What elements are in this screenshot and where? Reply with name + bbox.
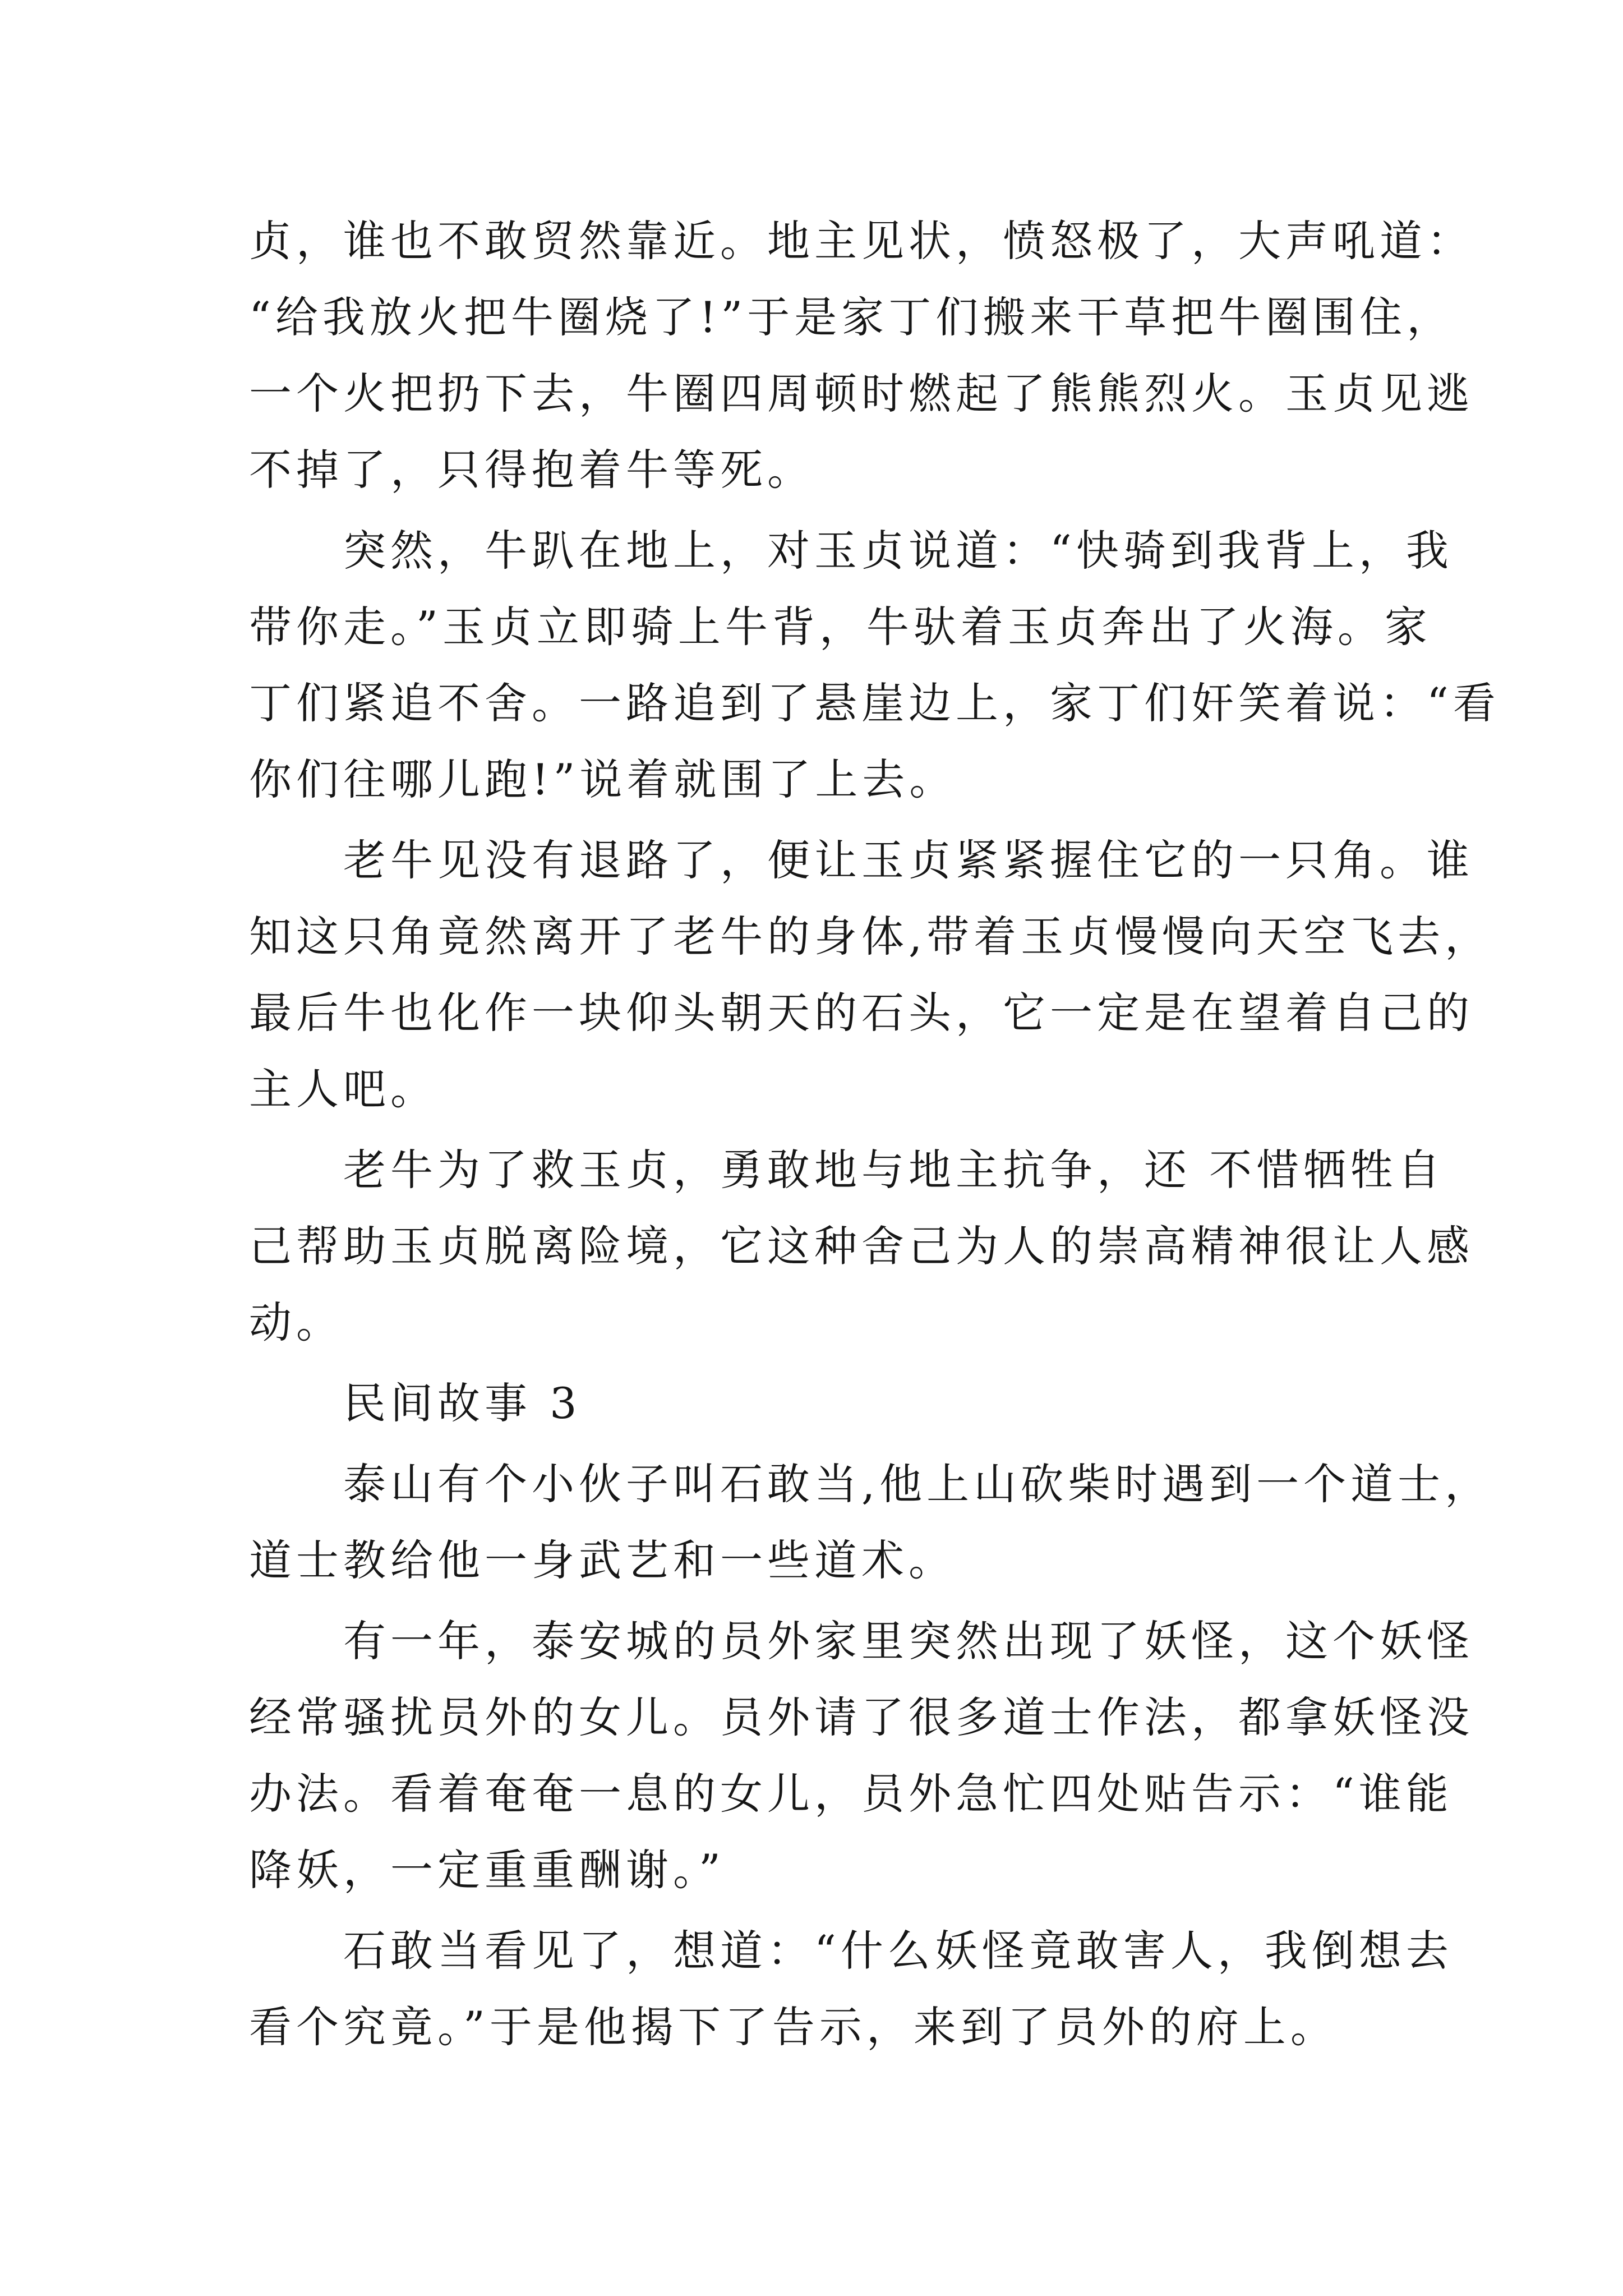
text-line: 突然，牛趴在地上，对玉贞说道：“快骑到我背上，我: [249, 526, 1453, 576]
paragraph: [249, 1603, 1474, 1908]
paragraph: [249, 822, 1492, 1128]
text-line: 办法。看着奄奄一息的女儿，员外急忙四处贴告示：“谁能: [249, 1769, 1453, 1819]
text-line: 降妖，一定重重酬谢。”: [249, 1845, 725, 1895]
section-heading: [249, 1365, 1376, 1442]
text-line: 知这只角竟然离开了老牛的身体,带着玉贞慢慢向天空飞去，: [249, 912, 1492, 961]
text-line: 带你走。”玉贞立即骑上牛背，牛驮着玉贞奔出了火海。家: [249, 602, 1432, 652]
text-line: 最后牛也化作一块仰头朝天的石头，它一定是在望着自己的: [249, 988, 1474, 1038]
text-line: 石敢当看见了，想道：“什么妖怪竟敢害人，我倒想去: [249, 1926, 1453, 1976]
paragraph: [249, 1446, 1492, 1599]
text-line: 丁们紧追不舍。一路追到了悬崖边上，家丁们奸笑着说：“看: [249, 678, 1500, 728]
text-line: 老牛见没有退路了，便让玉贞紧紧握住它的一只角。谁: [249, 835, 1474, 885]
text-line: 看个究竟。”于是他揭下了告示，来到了员外的府上。: [249, 2002, 1338, 2052]
heading-text: 民间故事 3: [249, 1378, 582, 1428]
text-line: 不掉了，只得抱着牛等死。: [249, 445, 814, 495]
text-line: 有一年，泰安城的员外家里突然出现了妖怪，这个妖怪: [249, 1616, 1474, 1666]
text-line: 经常骚扰员外的女儿。员外请了很多道士作法，都拿妖怪没: [249, 1692, 1474, 1742]
text-line: 泰山有个小伙子叫石敢当,他上山砍柴时遇到一个道士，: [249, 1459, 1492, 1509]
text-line: “给我放火把牛圈烧了!”于是家丁们搬来干草把牛圈围住，: [249, 292, 1454, 342]
paragraph: [249, 203, 1474, 508]
document-body: [249, 203, 1500, 2070]
text-line: 己帮助玉贞脱离险境，它这种舍己为人的崇高精神很让人感: [249, 1221, 1474, 1271]
text-line: 道士教给他一身武艺和一些道术。: [249, 1535, 956, 1585]
text-line: 你们往哪儿跑!”说着就围了上去。: [249, 754, 957, 804]
paragraph: [249, 513, 1500, 818]
text-line: 一个火把扔下去，牛圈四周顿时燃起了熊熊烈火。玉贞见逃: [249, 369, 1474, 418]
text-line: 动。: [249, 1297, 343, 1347]
paragraph: [249, 1913, 1453, 2065]
text-line: 主人吧。: [249, 1064, 437, 1114]
text-line: 老牛为了救玉贞，勇敢地与地主抗争，还 不惜牺牲自: [249, 1145, 1445, 1195]
text-line: 贞，谁也不敢贸然靠近。地主见状，愤怒极了，大声吼道：: [249, 216, 1474, 266]
paragraph: [249, 1132, 1474, 1361]
